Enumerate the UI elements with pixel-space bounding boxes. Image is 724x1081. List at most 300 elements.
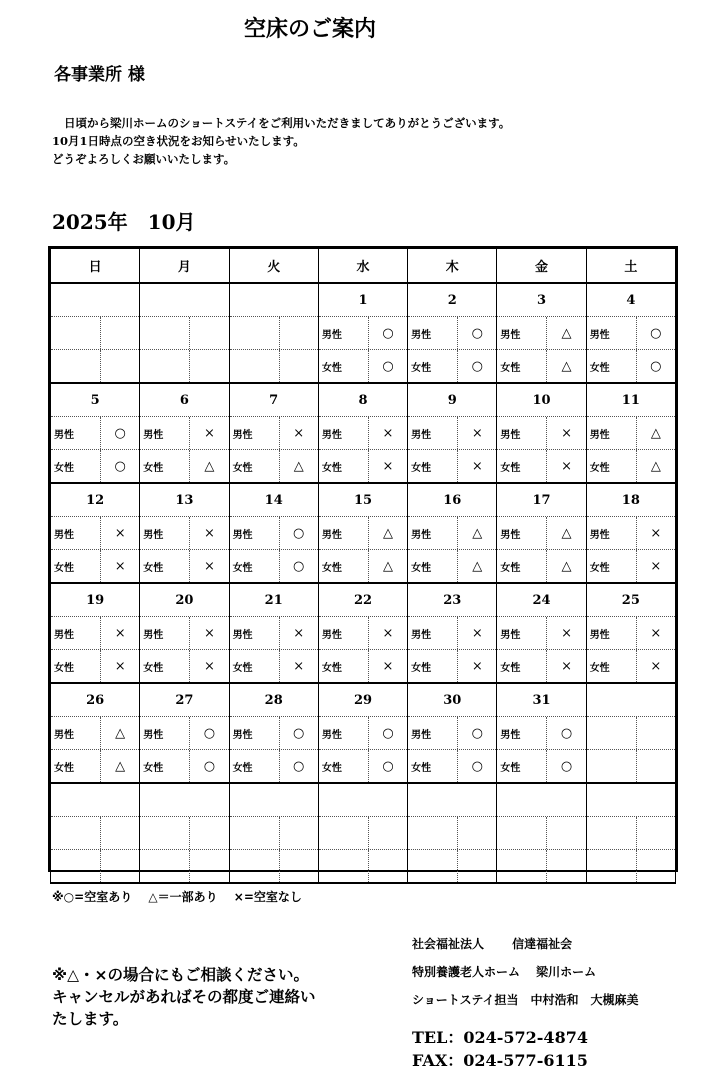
female-label [497,850,547,882]
female-label: 女性 [497,350,547,382]
male-label [230,317,280,349]
female-availability-mark [637,750,675,782]
day-number: 5 [51,383,140,417]
female-availability-mark: △ [115,758,126,774]
female-availability-mark: ○ [560,758,573,774]
female-label: 女性 [497,750,547,782]
male-label [587,817,637,849]
female-label [587,850,637,882]
male-availability-mark: △ [561,525,572,541]
female-label: 女性 [497,650,547,682]
intro-line: 日頃から梁川ホームのショートステイをご利用いただきましてありがとうございます。 [64,116,511,130]
female-availability-mark: ○ [293,758,305,774]
male-availability-mark: △ [382,525,393,541]
male-label: 男性 [319,317,369,349]
day-female-cell [229,750,318,784]
male-availability-mark: × [382,625,394,641]
male-availability-mark: ○ [471,725,483,741]
day-male-cell [408,817,497,850]
day-number: 27 [140,683,229,717]
female-availability-mark: ○ [203,758,216,774]
day-male-cell [140,317,229,350]
day-female-cell [51,550,140,584]
week-female-row [51,550,676,584]
day-female-cell [497,350,586,384]
day-number [51,783,140,817]
day-male-cell [229,717,318,750]
week-female-row [51,650,676,684]
page-title: 空床のご案内 [243,17,376,42]
female-availability-mark [458,850,496,882]
day-male-cell [497,417,586,450]
female-label: 女性 [408,450,458,482]
week-day-number-row [51,283,676,317]
female-label: 女性 [497,450,547,482]
female-availability-mark [101,350,139,382]
contact-info [412,1026,588,1072]
male-availability-mark [637,717,675,749]
day-female-cell [586,450,675,484]
female-availability-mark [280,350,318,382]
week-female-row [51,450,676,484]
male-availability-mark: × [293,425,305,441]
week-day-number-row [51,783,676,817]
female-label: 女性 [140,750,190,782]
day-female-cell [51,650,140,684]
male-availability-mark [101,317,139,349]
day-male-cell [51,617,140,650]
day-female-cell [229,550,318,584]
day-female-cell [408,750,497,784]
female-availability-mark: × [561,458,572,474]
female-label: 女性 [319,550,369,582]
day-female-cell [229,650,318,684]
facility-name: 特別養護老人ホーム 梁川ホーム [412,965,597,979]
day-female-cell [408,350,497,384]
male-availability-mark: ○ [560,725,573,741]
day-male-cell [586,617,675,650]
day-number: 10 [497,383,586,417]
day-female-cell [140,350,229,384]
female-availability-mark: ○ [382,358,394,374]
day-male-cell [140,717,229,750]
female-label: 女性 [408,350,458,382]
day-male-cell [229,317,318,350]
week-day-number-row [51,683,676,717]
weekday-header-row [51,249,676,284]
female-availability-mark: × [203,658,215,674]
calendar-table [50,248,676,884]
day-male-cell [51,817,140,850]
female-availability-mark: △ [561,358,572,374]
day-female-cell [408,550,497,584]
female-availability-mark: ○ [114,458,126,474]
female-label: 女性 [587,550,637,582]
female-label: 女性 [408,550,458,582]
male-availability-mark: × [471,425,483,441]
male-availability-mark: ○ [293,725,305,741]
day-male-cell [586,717,675,750]
weekday-header: 日 [51,249,140,284]
male-label: 男性 [140,617,190,649]
day-number [229,783,318,817]
male-label: 男性 [408,417,458,449]
female-label: 女性 [51,750,101,782]
day-female-cell [229,450,318,484]
intro-text [52,114,510,168]
tel-number: TEL：024-572-4874 [412,1028,588,1047]
female-label: 女性 [319,750,369,782]
male-label [497,817,547,849]
male-label: 男性 [230,617,280,649]
male-availability-mark [547,817,585,849]
female-label [230,350,280,382]
male-label [140,817,190,849]
day-number: 7 [229,383,318,417]
day-number: 16 [408,483,497,517]
day-number: 31 [497,683,586,717]
day-female-cell [497,550,586,584]
male-availability-mark: ○ [293,525,305,541]
female-availability-mark: △ [561,558,572,574]
male-availability-mark: × [203,525,215,541]
day-female-cell [586,350,675,384]
female-label [408,850,458,882]
day-female-cell [586,550,675,584]
male-availability-mark: △ [561,325,572,341]
female-availability-mark: ○ [650,358,662,374]
female-label: 女性 [319,450,369,482]
male-label: 男性 [497,617,547,649]
male-availability-mark: × [203,625,215,641]
female-label [587,750,637,782]
male-label [51,817,101,849]
female-label [140,850,190,882]
week-female-row [51,850,676,884]
day-number [140,783,229,817]
male-label: 男性 [408,617,458,649]
female-availability-mark [280,850,318,882]
male-label: 男性 [497,417,547,449]
male-availability-mark: × [203,425,215,441]
weekday-header: 火 [229,249,318,284]
day-number: 21 [229,583,318,617]
female-availability-mark [101,850,139,882]
male-availability-mark [190,317,228,349]
female-availability-mark [637,850,675,882]
day-female-cell [497,850,586,884]
male-label: 男性 [140,417,190,449]
male-availability-mark: △ [472,525,483,541]
weekday-header: 水 [318,249,407,284]
male-label: 男性 [497,517,547,549]
weekday-header: 月 [140,249,229,284]
day-male-cell [497,717,586,750]
female-label: 女性 [230,650,280,682]
day-number: 28 [229,683,318,717]
male-availability-mark: △ [115,725,126,741]
male-label: 男性 [140,517,190,549]
day-male-cell [140,817,229,850]
day-male-cell [140,617,229,650]
male-availability-mark: × [382,425,394,441]
male-label: 男性 [319,517,369,549]
day-female-cell [140,850,229,884]
male-availability-mark [280,317,318,349]
female-availability-mark [190,850,228,882]
day-number: 11 [586,383,675,417]
female-label: 女性 [140,550,190,582]
male-availability-mark: × [114,525,126,541]
female-availability-mark: △ [382,558,393,574]
female-availability-mark: ○ [471,758,483,774]
day-number [408,783,497,817]
male-availability-mark: ○ [382,325,394,341]
male-label [587,717,637,749]
female-availability-mark: × [114,658,126,674]
male-label [230,817,280,849]
day-female-cell [408,850,497,884]
female-availability-mark: × [293,658,305,674]
male-label: 男性 [587,417,637,449]
female-label: 女性 [51,650,101,682]
male-availability-mark: ○ [382,725,394,741]
male-availability-mark [101,817,139,849]
male-label: 男性 [408,717,458,749]
female-label [51,350,101,382]
day-female-cell [229,850,318,884]
male-availability-mark [190,817,228,849]
male-availability-mark: ○ [471,325,483,341]
male-availability-mark [280,817,318,849]
female-availability-mark: △ [472,558,483,574]
note-line: たします。 [52,1010,129,1028]
male-availability-mark [369,817,407,849]
week-male-row [51,517,676,550]
female-label: 女性 [230,450,280,482]
male-label: 男性 [408,317,458,349]
female-label: 女性 [587,350,637,382]
day-number: 14 [229,483,318,517]
week-female-row [51,350,676,384]
staff-names: ショートステイ担当 中村浩和 大槻麻美 [412,993,639,1007]
fax-number: FAX：024-577-6115 [412,1051,588,1070]
female-label: 女性 [51,550,101,582]
male-label: 男性 [51,517,101,549]
day-male-cell [318,717,407,750]
female-label: 女性 [587,650,637,682]
day-female-cell [586,750,675,784]
day-male-cell [408,417,497,450]
weekday-header: 木 [408,249,497,284]
male-label: 男性 [51,417,101,449]
female-availability-mark [190,350,228,382]
female-availability-mark: × [650,658,662,674]
day-male-cell [318,417,407,450]
day-female-cell [408,650,497,684]
addressee: 各事業所 様 [54,65,145,85]
day-male-cell [586,317,675,350]
day-male-cell [318,317,407,350]
day-female-cell [318,750,407,784]
day-male-cell [229,517,318,550]
day-male-cell [140,417,229,450]
day-male-cell [586,417,675,450]
day-female-cell [229,350,318,384]
female-availability-mark: △ [204,458,215,474]
male-label: 男性 [319,417,369,449]
male-availability-mark: × [650,525,662,541]
day-male-cell [51,317,140,350]
day-number [497,783,586,817]
male-label: 男性 [587,517,637,549]
male-availability-mark: × [650,625,662,641]
male-label: 男性 [51,617,101,649]
week-day-number-row [51,483,676,517]
day-female-cell [51,350,140,384]
female-label: 女性 [230,550,280,582]
consultation-note [52,964,316,1030]
day-female-cell [318,450,407,484]
male-availability-mark [458,817,496,849]
week-male-row [51,717,676,750]
female-availability-mark [369,850,407,882]
male-label: 男性 [230,417,280,449]
male-label [319,817,369,849]
week-male-row [51,817,676,850]
day-female-cell [586,650,675,684]
male-label: 男性 [319,617,369,649]
day-number: 18 [586,483,675,517]
male-label [408,817,458,849]
day-female-cell [318,550,407,584]
week-male-row [51,317,676,350]
female-availability-mark: × [114,558,126,574]
day-female-cell [586,850,675,884]
day-number: 23 [408,583,497,617]
female-availability-mark: ○ [293,558,305,574]
male-availability-mark: × [471,625,483,641]
female-availability-mark: △ [650,458,661,474]
day-female-cell [318,850,407,884]
day-number: 9 [408,383,497,417]
day-female-cell [51,850,140,884]
day-female-cell [140,650,229,684]
day-number: 3 [497,283,586,317]
day-male-cell [497,517,586,550]
day-number [586,783,675,817]
day-male-cell [318,617,407,650]
day-female-cell [318,350,407,384]
male-label: 男性 [230,517,280,549]
day-male-cell [318,517,407,550]
day-number: 1 [318,283,407,317]
male-label [140,317,190,349]
female-label: 女性 [51,450,101,482]
female-label: 女性 [140,650,190,682]
male-label: 男性 [51,717,101,749]
week-female-row [51,750,676,784]
day-number: 12 [51,483,140,517]
male-availability-mark: ○ [114,425,126,441]
female-availability-mark: × [382,458,394,474]
male-label: 男性 [587,317,637,349]
day-male-cell [51,517,140,550]
day-number: 8 [318,383,407,417]
female-availability-mark: ○ [382,758,394,774]
female-availability-mark: × [203,558,215,574]
male-availability-mark: △ [650,425,661,441]
day-number: 19 [51,583,140,617]
day-number: 6 [140,383,229,417]
female-label [51,850,101,882]
female-label: 女性 [587,450,637,482]
male-availability-mark: ○ [650,325,662,341]
day-female-cell [497,750,586,784]
day-number [51,283,140,317]
male-availability-mark: × [561,625,572,641]
corporation-name: 社会福祉法人 信達福祉会 [412,937,573,951]
day-number: 29 [318,683,407,717]
day-number: 13 [140,483,229,517]
day-male-cell [408,317,497,350]
week-day-number-row [51,383,676,417]
male-label [51,317,101,349]
female-label: 女性 [230,750,280,782]
day-female-cell [408,450,497,484]
female-label: 女性 [497,550,547,582]
day-number: 20 [140,583,229,617]
day-male-cell [586,517,675,550]
day-male-cell [408,717,497,750]
day-male-cell [318,817,407,850]
weekday-header: 土 [586,249,675,284]
week-male-row [51,417,676,450]
day-number [229,283,318,317]
female-label: 女性 [319,350,369,382]
male-label: 男性 [497,317,547,349]
female-label [319,850,369,882]
day-number [140,283,229,317]
day-female-cell [140,750,229,784]
day-female-cell [140,450,229,484]
day-number: 26 [51,683,140,717]
male-availability-mark: × [561,425,572,441]
week-male-row [51,617,676,650]
female-label: 女性 [140,450,190,482]
day-male-cell [51,417,140,450]
female-label: 女性 [408,650,458,682]
day-male-cell [497,817,586,850]
day-number: 2 [408,283,497,317]
day-number [586,683,675,717]
day-male-cell [51,717,140,750]
legend: ※○=空室あり △＝一部あり ×=空室なし [52,890,302,904]
female-label [230,850,280,882]
female-availability-mark: × [471,458,483,474]
day-male-cell [497,617,586,650]
female-label [140,350,190,382]
day-male-cell [229,817,318,850]
intro-line: どうぞよろしくお願いいたします。 [52,152,236,166]
male-label: 男性 [140,717,190,749]
day-male-cell [497,317,586,350]
female-availability-mark: △ [293,458,304,474]
availability-calendar [48,246,678,872]
male-availability-mark [637,817,675,849]
intro-line: 10月1日時点の空き状況をお知らせいたします。 [52,134,305,148]
day-female-cell [51,450,140,484]
